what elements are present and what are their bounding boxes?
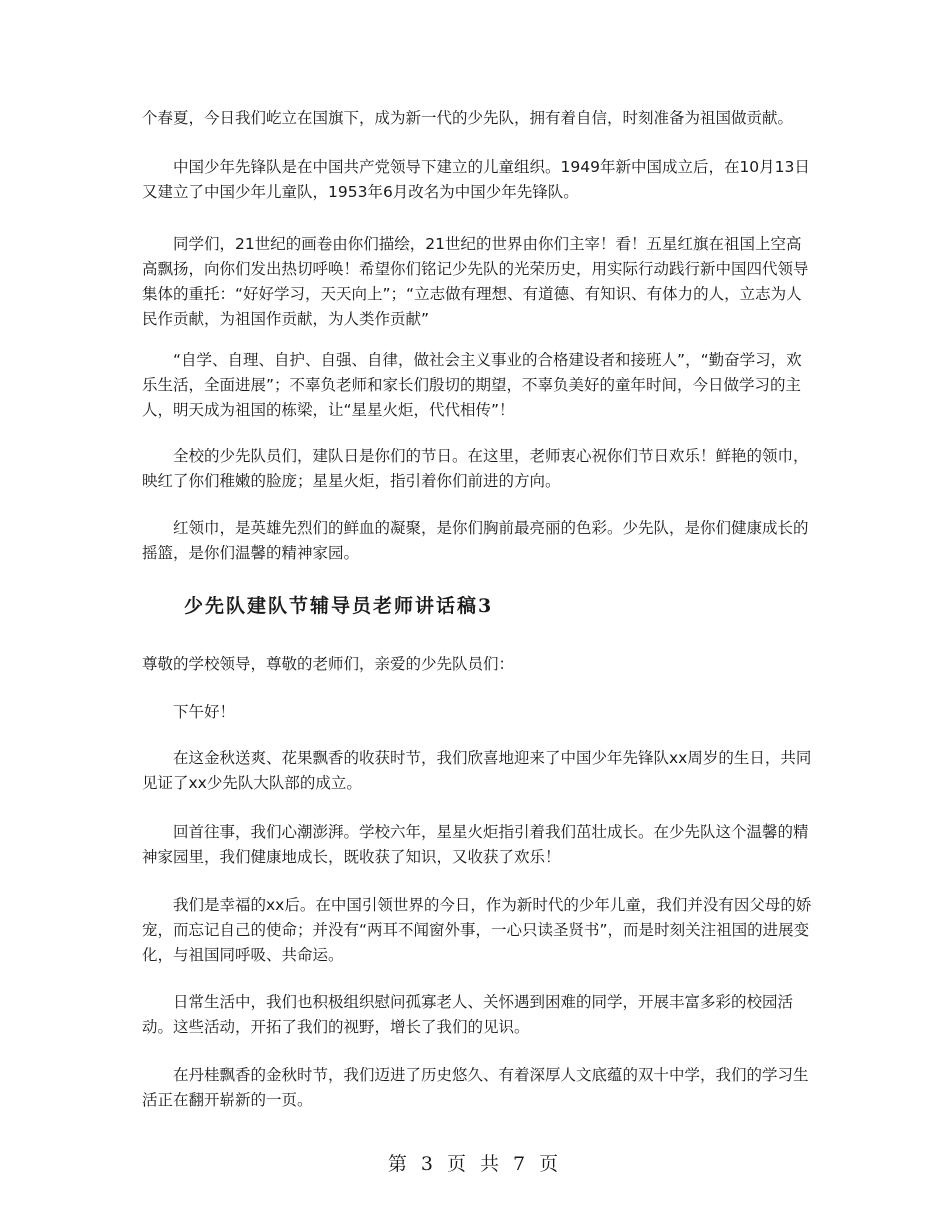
paragraph-continuation: 个春夏，今日我们屹立在国旗下，成为新一代的少先队，拥有着自信，时刻准备为祖国做贡献。	[142, 109, 794, 127]
paragraph-festival: 全校的少先队员们，建队日是你们的节日。在这里，老师衷心祝你们节日欢乐！鲜艳的领巾，映红了你们稚嫩的脸庞；星星火炬，指引着你们前进的方向。	[142, 447, 809, 490]
greeting: 下午好！	[173, 703, 236, 721]
paragraph-century: 同学们，21世纪的画卷由你们描绘，21世纪的世界由你们主宰！看！五星红旗在祖国上空高高飘扬，向你们发出热切呼唤！希望你们铭记少先队的光荣历史，用实际行动践行新中国四代领导集体的重托：“好好学习，天天向上”；“立志做有理想、有道德、有知识、有体力的人，立志为人民作贡献，为祖国作贡献，为人类作贡献”	[142, 235, 809, 328]
paragraph-motto: “自学、自理、自护、自强、自律，做社会主义事业的合格建设者和接班人”，“勤奋学习，欢乐生活，全面进展”；不辜负老师和家长们殷切的期望，不辜负美好的童年时间，今日做学习的主人，明天成为祖国的栋梁，让“星星火炬，代代相传”！	[142, 351, 802, 419]
paragraph-looking-back: 回首往事，我们心潮澎湃。学校六年，星星火炬指引着我们茁壮成长。在少先队这个温馨的精神家园里，我们健康地成长，既收获了知识，又收获了欢乐！	[142, 823, 809, 866]
page-footer: 第 3 页 共 7 页	[387, 1153, 563, 1175]
section-heading: 少先队建队节辅导员老师讲话稿3	[184, 595, 494, 617]
paragraph-daily-life: 日常生活中，我们也积极组织慰问孤寡老人、关怀遇到困难的同学，开展丰富多彩的校园活动。这些活动，开拓了我们的视野，增长了我们的见识。	[142, 993, 794, 1036]
salutation: 尊敬的学校领导，尊敬的老师们，亲爱的少先队员们：	[142, 655, 515, 673]
paragraph-autumn: 在这金秋送爽、花果飘香的收获时节，我们欣喜地迎来了中国少年先锋队xx周岁的生日，共同见证了xx少先队大队部的成立。	[142, 749, 812, 792]
paragraph-happy-generation: 我们是幸福的xx后。在中国引领世界的今日，作为新时代的少年儿童，我们并没有因父母的娇宠，而忘记自己的使命；并没有“两耳不闻窗外事，一心只读圣贤书”，而是时刻关注祖国的进展变化，与祖国同呼吸、共命运。	[142, 896, 812, 964]
paragraph-history: 中国少年先锋队是在中国共产党领导下建立的儿童组织。1949年新中国成立后，在10月13日又建立了中国少年儿童队，1953年6月改名为中国少年先锋队。	[142, 158, 810, 201]
paragraph-new-school: 在丹桂飘香的金秋时节，我们迈进了历史悠久、有着深厚人文底蕴的双十中学，我们的学习生活正在翻开崭新的一页。	[142, 1066, 809, 1109]
paragraph-red-scarf: 红领巾，是英雄先烈们的鲜血的凝聚，是你们胸前最亮丽的色彩。少先队，是你们健康成长的摇篮，是你们温馨的精神家园。	[142, 519, 809, 562]
